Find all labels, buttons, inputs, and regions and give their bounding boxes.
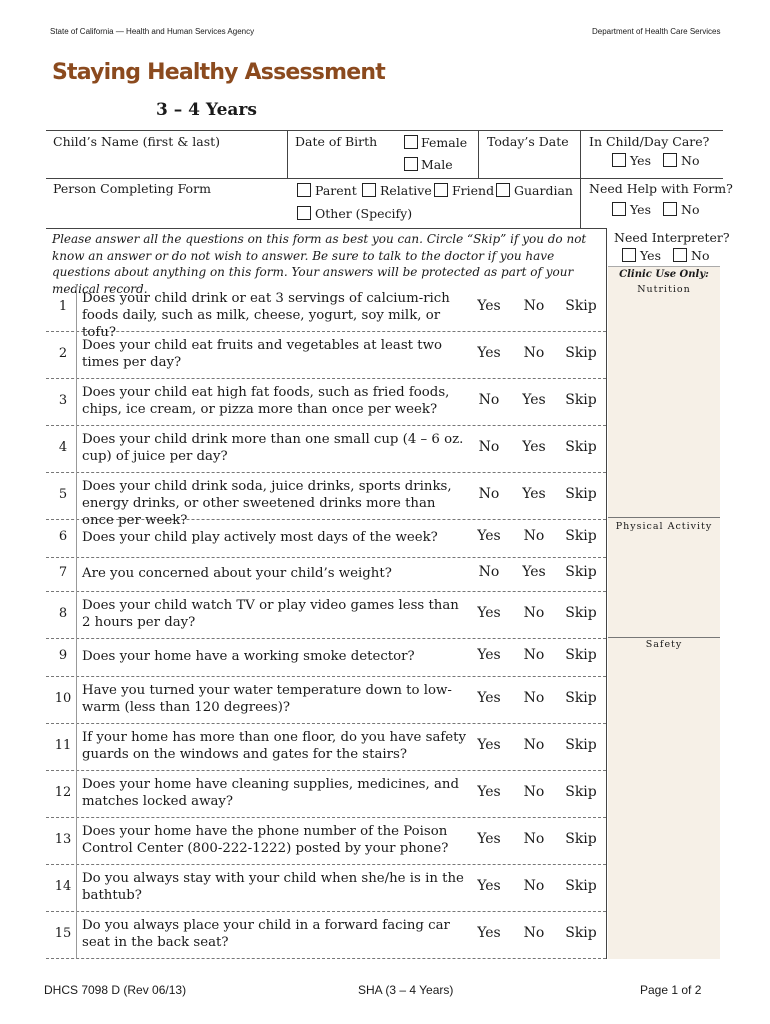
answer-skip[interactable]: Skip xyxy=(565,924,597,941)
question-text: Does your child drink or eat 3 servings of calcium-rich foods daily, such as milk, cheese, yogurt, soy milk, or tofu? xyxy=(82,290,450,340)
answer-skip[interactable]: Skip xyxy=(565,297,597,314)
question-text: Do you always place your child in a forward facing car seat in the back seat? xyxy=(82,917,450,950)
instructions-text: Please answer all the questions on this form as best you can. Circle “Skip” if you do not know an answer or do not wish to answer. Be sure to talk to the doctor if you have questions about anything on this form. Your answers will be protected as part of your medical record. xyxy=(52,232,587,296)
help-yes-checkbox[interactable] xyxy=(612,202,626,216)
section-physical-activity: Physical Activity xyxy=(615,521,713,532)
help-no-label: No xyxy=(681,202,700,217)
grid-line xyxy=(76,817,77,864)
daycare-no-checkbox[interactable] xyxy=(663,153,677,167)
answer-option[interactable]: Yes xyxy=(477,604,501,621)
answer-option[interactable]: No xyxy=(523,783,545,800)
grid-line xyxy=(46,178,723,179)
person-completing-label: Person Completing Form xyxy=(53,181,211,196)
grid-line xyxy=(580,130,581,228)
interpreter-no-label: No xyxy=(691,248,710,263)
question-text: Does your child watch TV or play video games less than 2 hours per day? xyxy=(82,597,459,630)
row-separator xyxy=(46,911,606,912)
answer-option[interactable]: No xyxy=(523,297,545,314)
relative-label: Relative xyxy=(380,183,432,198)
female-checkbox[interactable] xyxy=(404,135,418,149)
answer-skip[interactable]: Skip xyxy=(565,604,597,621)
grid-line xyxy=(76,911,77,958)
grid-line xyxy=(76,676,77,723)
grid-line xyxy=(76,378,77,425)
grid-line xyxy=(76,723,77,770)
grid-line xyxy=(76,284,77,331)
question-text: If your home has more than one floor, do you have safety guards on the windows and gates for the stairs? xyxy=(82,729,467,762)
question-number: 4 xyxy=(58,439,68,455)
help-yes-label: Yes xyxy=(630,202,651,217)
answer-option[interactable]: Yes xyxy=(477,528,501,544)
department-header: Department of Health Care Services xyxy=(592,27,721,36)
grid-line xyxy=(76,519,77,557)
answer-skip[interactable]: Skip xyxy=(565,485,597,502)
question-number: 15 xyxy=(54,925,72,941)
question-number: 12 xyxy=(54,784,72,800)
row-separator xyxy=(46,864,606,865)
answer-option[interactable]: No xyxy=(523,830,545,847)
guardian-checkbox[interactable] xyxy=(496,183,510,197)
row-separator xyxy=(46,723,606,724)
answer-option[interactable]: Yes xyxy=(522,564,546,580)
form-title-footer: SHA (3 – 4 Years) xyxy=(358,983,454,997)
page-title: Staying Healthy Assessment xyxy=(52,60,385,85)
question-text: Have you turned your water temperature down to low-warm (less than 120 degrees)? xyxy=(82,682,452,715)
row-separator xyxy=(46,817,606,818)
row-separator xyxy=(46,591,606,592)
clinic-use-column xyxy=(608,266,720,959)
grid-line xyxy=(608,266,720,267)
answer-option[interactable]: Yes xyxy=(477,297,501,314)
grid-line xyxy=(287,130,288,178)
parent-checkbox[interactable] xyxy=(297,183,311,197)
answer-skip[interactable]: Skip xyxy=(565,736,597,753)
todays-date-label: Today’s Date xyxy=(487,134,569,149)
daycare-yes-checkbox[interactable] xyxy=(612,153,626,167)
need-help-label: Need Help with Form? xyxy=(589,181,733,196)
question-number: 11 xyxy=(54,737,72,753)
answer-option[interactable]: Yes xyxy=(477,736,501,753)
grid-line xyxy=(76,770,77,817)
answer-option[interactable]: Yes xyxy=(522,438,546,455)
answer-option[interactable]: Yes xyxy=(477,689,501,706)
answer-option[interactable]: Yes xyxy=(477,647,501,663)
grid-line xyxy=(76,331,77,378)
row-separator xyxy=(46,958,606,959)
answer-skip[interactable]: Skip xyxy=(565,564,597,580)
form-number: DHCS 7098 D (Rev 06/13) xyxy=(44,983,187,997)
row-separator xyxy=(46,638,606,639)
question-number: 1 xyxy=(58,298,68,314)
friend-label: Friend xyxy=(452,183,495,198)
row-separator xyxy=(46,557,606,558)
answer-option[interactable]: No xyxy=(523,344,545,361)
answer-option[interactable]: No xyxy=(523,924,545,941)
grid-line xyxy=(606,228,607,959)
question-text: Does your child eat fruits and vegetables at least two times per day? xyxy=(82,337,442,370)
grid-line xyxy=(76,425,77,472)
answer-option[interactable]: Yes xyxy=(522,485,546,502)
page-number: Page 1 of 2 xyxy=(640,983,702,997)
clinic-use-label: Clinic Use Only: xyxy=(619,269,709,280)
question-number: 9 xyxy=(58,648,68,663)
grid-line xyxy=(76,864,77,911)
interpreter-yes-checkbox[interactable] xyxy=(622,248,636,262)
interpreter-yes-label: Yes xyxy=(640,248,661,263)
answer-option[interactable]: No xyxy=(523,689,545,706)
grid-line xyxy=(76,557,77,591)
relative-checkbox[interactable] xyxy=(362,183,376,197)
answer-option[interactable]: Yes xyxy=(477,877,501,894)
section-divider xyxy=(608,637,720,638)
question-text: Do you always stay with your child when she/he is in the bathtub? xyxy=(82,870,464,903)
help-no-checkbox[interactable] xyxy=(663,202,677,216)
age-range-subtitle: 3 – 4 Years xyxy=(156,100,257,120)
answer-option[interactable]: No xyxy=(478,438,500,455)
grid-line xyxy=(76,638,77,676)
answer-skip[interactable]: Skip xyxy=(565,877,597,894)
date-of-birth-label: Date of Birth xyxy=(295,134,378,149)
female-label: Female xyxy=(421,135,468,150)
agency-header: State of California — Health and Human Services Agency xyxy=(50,27,255,36)
answer-skip[interactable]: Skip xyxy=(565,344,597,361)
answer-option[interactable]: No xyxy=(478,485,500,502)
answer-option[interactable]: No xyxy=(478,391,500,408)
grid-line xyxy=(76,591,77,638)
grid-line xyxy=(76,472,77,519)
row-separator xyxy=(46,676,606,677)
grid-line xyxy=(46,130,723,131)
answer-option[interactable]: No xyxy=(478,564,500,580)
question-text: Does your child eat high fat foods, such as fried foods, chips, ice cream, or pizza more than once per week? xyxy=(82,384,450,417)
answer-skip[interactable]: Skip xyxy=(565,830,597,847)
section-divider xyxy=(608,517,720,518)
question-text: Does your child drink soda, juice drinks, sports drinks, energy drinks, or other sweetened drinks more than once per week? xyxy=(82,478,452,528)
interpreter-no-checkbox[interactable] xyxy=(673,248,687,262)
daycare-no-label: No xyxy=(681,153,700,168)
row-separator xyxy=(46,472,606,473)
answer-skip[interactable]: Skip xyxy=(565,689,597,706)
parent-label: Parent xyxy=(315,183,357,198)
question-text: Does your home have the phone number of the Poison Control Center (800-222-1222) posted by your phone? xyxy=(82,823,449,856)
question-text: Does your child drink more than one small cup (4 – 6 oz. cup) of juice per day? xyxy=(82,431,464,464)
male-checkbox[interactable] xyxy=(404,157,418,171)
answer-skip[interactable]: Skip xyxy=(565,647,597,663)
grid-line xyxy=(46,228,606,229)
row-separator xyxy=(46,770,606,771)
child-name-label: Child’s Name (first & last) xyxy=(53,134,221,149)
question-number: 2 xyxy=(58,345,68,361)
guardian-label: Guardian xyxy=(514,183,573,198)
answer-option[interactable]: Yes xyxy=(477,924,501,941)
question-number: 13 xyxy=(54,831,72,847)
answer-option[interactable]: No xyxy=(523,528,545,544)
answer-skip[interactable]: Skip xyxy=(565,528,597,544)
other-label: Other (Specify) xyxy=(315,206,413,221)
answer-option[interactable]: No xyxy=(523,647,545,663)
answer-option[interactable]: Yes xyxy=(477,830,501,847)
row-separator xyxy=(46,425,606,426)
friend-checkbox[interactable] xyxy=(434,183,448,197)
daycare-label: In Child/Day Care? xyxy=(589,134,710,149)
answer-skip[interactable]: Skip xyxy=(565,391,597,408)
section-nutrition: Nutrition xyxy=(637,284,691,295)
male-label: Male xyxy=(421,157,453,172)
answer-option[interactable]: No xyxy=(523,736,545,753)
daycare-yes-label: Yes xyxy=(630,153,651,168)
question-number: 10 xyxy=(54,690,72,706)
question-number: 8 xyxy=(58,605,68,621)
answer-skip[interactable]: Skip xyxy=(565,783,597,800)
section-safety: Safety xyxy=(645,639,683,650)
question-text: Are you concerned about your child’s weight? xyxy=(82,565,392,581)
interpreter-label: Need Interpreter? xyxy=(614,230,730,245)
answer-option[interactable]: Yes xyxy=(477,783,501,800)
answer-option[interactable]: Yes xyxy=(477,344,501,361)
question-text: Does your child play actively most days of the week? xyxy=(82,529,438,545)
question-number: 5 xyxy=(58,486,68,502)
answer-option[interactable]: No xyxy=(523,604,545,621)
question-number: 14 xyxy=(54,878,72,894)
other-checkbox[interactable] xyxy=(297,206,311,220)
answer-option[interactable]: No xyxy=(523,877,545,894)
grid-line xyxy=(478,130,479,178)
question-text: Does your home have cleaning supplies, medicines, and matches locked away? xyxy=(82,776,459,809)
row-separator xyxy=(46,378,606,379)
answer-skip[interactable]: Skip xyxy=(565,438,597,455)
answer-option[interactable]: Yes xyxy=(522,391,546,408)
question-text: Does your home have a working smoke detector? xyxy=(82,648,415,664)
question-number: 6 xyxy=(58,529,68,544)
question-number: 3 xyxy=(58,392,68,408)
question-number: 7 xyxy=(58,565,68,580)
